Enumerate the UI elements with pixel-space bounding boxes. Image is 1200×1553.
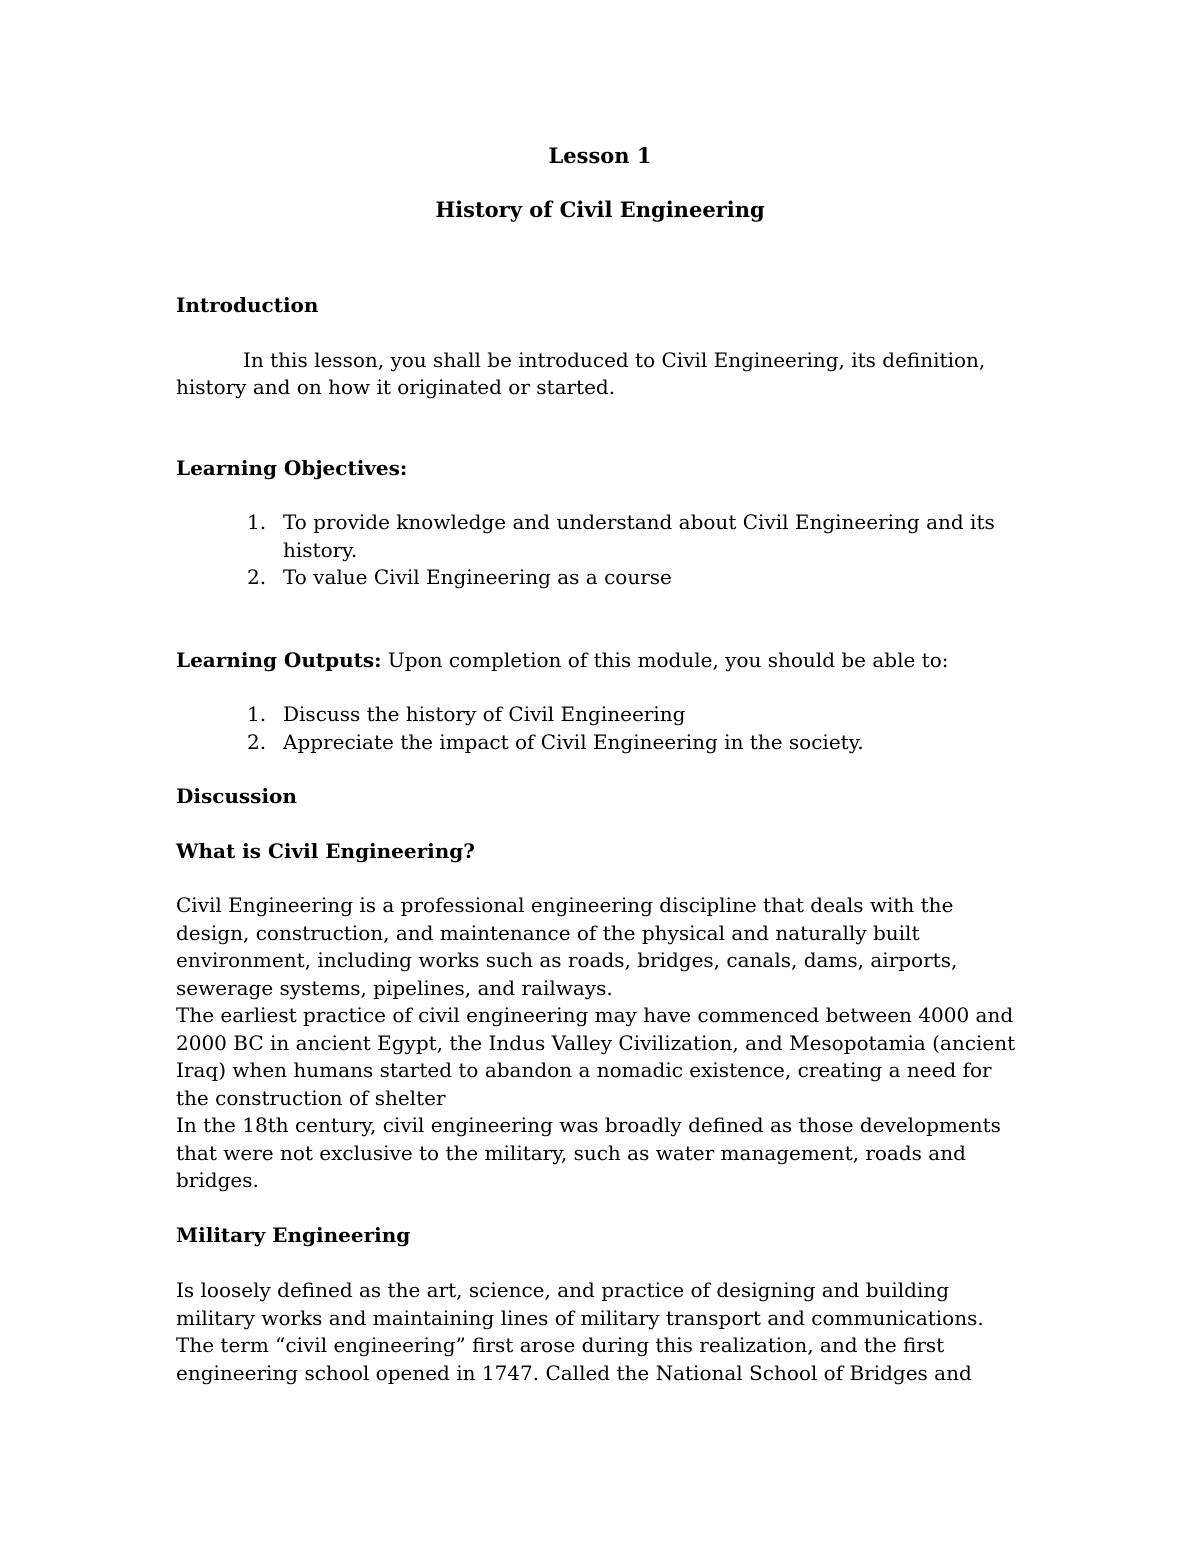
what-is-civil-engineering-heading: What is Civil Engineering?	[176, 838, 476, 863]
list-item-number: 2.	[247, 729, 267, 754]
learning-outputs-list	[176, 701, 1026, 756]
list-item-number: 2.	[247, 565, 267, 589]
list-item-number: 1.	[247, 702, 267, 726]
learning-outputs-line	[176, 647, 1026, 675]
paragraph: Is loosely defined as the art, science, and practice of designing and building military works and maintaining lines of military transport and communications.	[176, 1278, 984, 1330]
civil-engineering-text	[176, 892, 1026, 1195]
document-body	[176, 140, 1026, 1387]
military-engineering-heading: Military Engineering	[176, 1222, 411, 1247]
document-title: History of Civil Engineering	[435, 196, 765, 222]
list-item	[176, 701, 1026, 729]
learning-objectives-heading: Learning Objectives:	[176, 455, 408, 480]
lesson-number: Lesson 1	[548, 143, 652, 168]
list-item	[176, 509, 1026, 564]
learning-outputs-text: Upon completion of this module, you should be able to:	[387, 647, 949, 672]
introduction-heading: Introduction	[176, 293, 319, 317]
discussion-heading: Discussion	[176, 784, 297, 808]
list-item-text: Appreciate the impact of Civil Engineering in the society.	[283, 729, 864, 754]
list-item-text: To value Civil Engineering as a course	[283, 565, 672, 589]
paragraph: The term “civil engineering” first arose during this realization, and the first engineering school opened in 1747. Called the National School of Bridges and	[176, 1333, 972, 1385]
list-item-text: To provide knowledge and understand about Civil Engineering and its history.	[283, 510, 995, 562]
list-item	[176, 729, 1026, 757]
paragraph: In the 18th century, civil engineering was broadly defined as those developments that were not exclusive to the military, such as water management, roads and bridges.	[176, 1113, 1001, 1192]
introduction-text: In this lesson, you shall be introduced to Civil Engineering, its definition, history and on how it originated or started.	[176, 347, 986, 399]
learning-objectives-list	[176, 509, 1026, 592]
military-engineering-text	[176, 1277, 1026, 1387]
list-item-text: Discuss the history of Civil Engineering	[283, 702, 686, 726]
paragraph: The earliest practice of civil engineering may have commenced between 4000 and 2000 BC in ancient Egypt, the Indus Valley Civilization, and Mesopotamia (ancient Iraq) when humans started to abandon a nomadic existence, creating a need for the construction of shelter	[176, 1003, 1016, 1110]
list-item	[176, 564, 1026, 592]
list-item-number: 1.	[247, 510, 267, 534]
learning-outputs-heading: Learning Outputs:	[176, 647, 382, 672]
paragraph: Civil Engineering is a professional engineering discipline that deals with the design, construction, and maintenance of the physical and naturally built environment, including works such as roads, bridges, canals, dams, airports, sewerage systems, pipelines, and railways.	[176, 893, 958, 1000]
